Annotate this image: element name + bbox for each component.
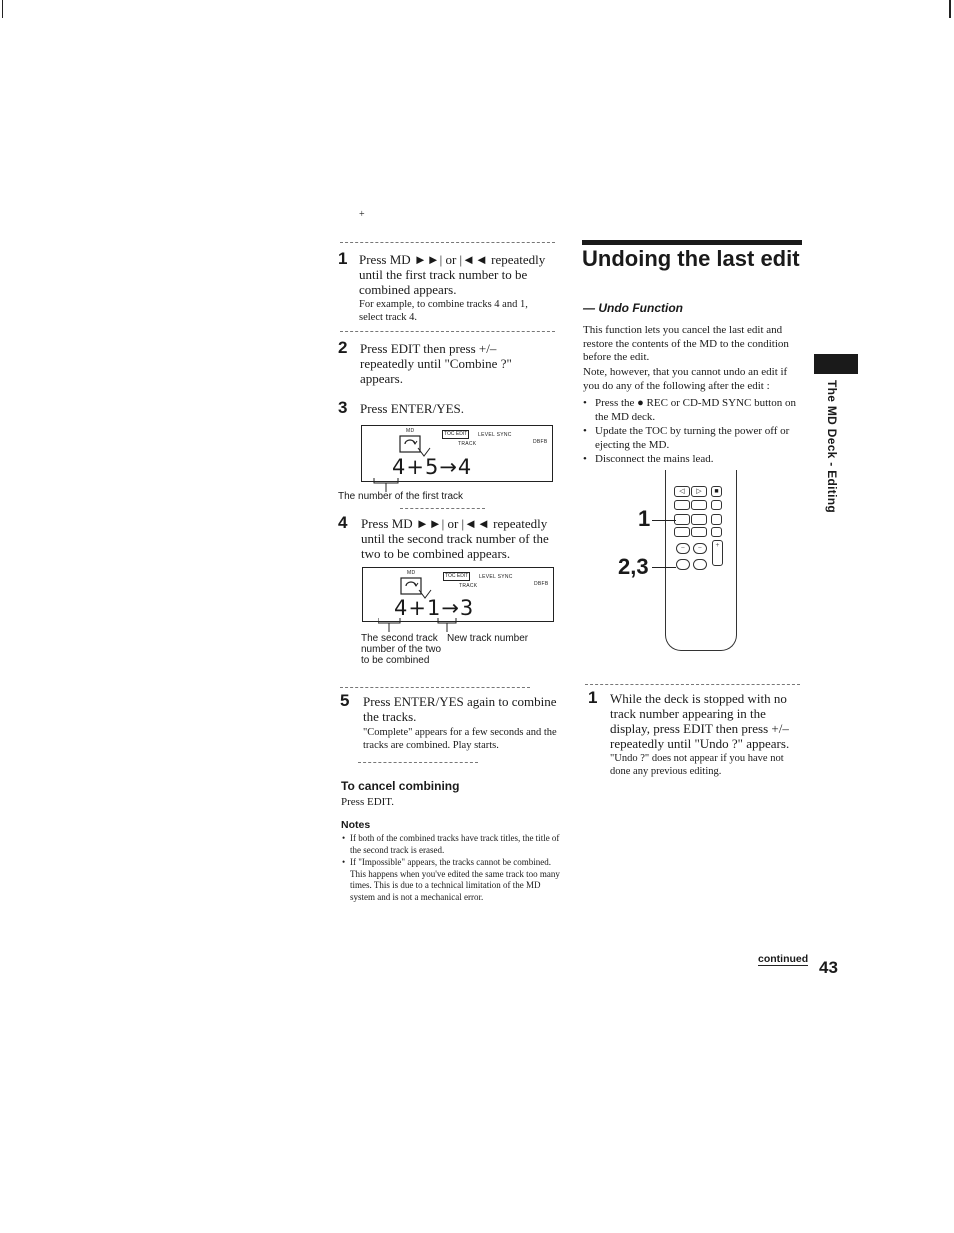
undo-step-1-number: 1: [588, 688, 598, 707]
undo-conditions-list: [583, 396, 801, 466]
remote-label-2-3: 2,3: [618, 554, 649, 579]
lcd-level-sync: LEVEL SYNC: [479, 574, 513, 580]
step-2-number: 2: [338, 338, 348, 357]
divider: [585, 684, 800, 685]
remote-label-1: 1: [638, 506, 651, 531]
undo-step-1-note: "Undo ?" does not appear if you have not done any previous editing.: [610, 753, 784, 777]
step-1-text: Press MD ►►| or |◄◄ repeatedly until the first track number to be combined appears.: [359, 252, 546, 297]
lcd-display-second-track: [362, 567, 554, 622]
remote-button: [674, 500, 690, 510]
lcd-toc-edit: TOC EDIT: [445, 573, 469, 579]
note-item: • If "Impossible" appears, the tracks cannot be combined. This happens when you've edited the same track too many times. This is due to a technical limitation of the MD system and is not a mechanical error.: [342, 857, 564, 903]
remote-button: ■: [711, 486, 722, 497]
remote-button: [693, 559, 707, 570]
lcd-level-sync: LEVEL SYNC: [478, 432, 512, 438]
divider: [340, 331, 555, 332]
stray-mark: +: [359, 209, 365, 220]
plus-button: +: [712, 540, 723, 566]
note-intro-text: Note, however, that you cannot undo an edit if you do any of the following after the edit :: [583, 366, 788, 392]
remote-button: ▷: [691, 486, 707, 497]
remote-control: [665, 470, 737, 651]
divider: [358, 762, 478, 763]
note-item: • If both of the combined tracks have track titles, the title of the second track is erased.: [342, 833, 564, 856]
step-3-text: Press ENTER/YES.: [360, 401, 464, 416]
remote-button: [711, 527, 722, 537]
step-4-number: 4: [338, 513, 348, 532]
edge-mark: [949, 0, 951, 18]
step-1-number: 1: [338, 249, 348, 268]
callout-line: [652, 567, 676, 568]
lcd-display-first-track: [361, 425, 553, 482]
step-5-note: "Complete" appears for a few seconds and the tracks are combined. Play starts.: [363, 727, 557, 751]
remote-button: −: [693, 543, 707, 554]
lcd-digits: 4+5→4: [392, 455, 473, 479]
lcd-toc-edit: TOC EDIT: [444, 431, 468, 437]
lcd-md-label: MD: [406, 428, 415, 434]
remote-button: [674, 527, 690, 537]
lcd-dbfb: DBFB: [533, 439, 548, 445]
section-title: Undoing the last edit: [582, 246, 800, 271]
step-4-text: Press MD ►►| or |◄◄ repeatedly until the second track number of the two to be combined appears.: [361, 516, 549, 561]
bullet-item: • Press the ● REC or CD-MD SYNC button on the MD deck.: [583, 396, 801, 424]
lcd-dbfb: DBFB: [534, 581, 549, 587]
bullet-item: • Disconnect the mains lead.: [583, 452, 801, 466]
lcd-md-label: MD: [407, 570, 416, 576]
step-2-text: Press EDIT then press +/– repeatedly until "Combine ?" appears.: [360, 341, 512, 386]
edge-mark: [2, 0, 3, 18]
lcd-digits: 4+1→3: [394, 596, 475, 620]
callout-bracket: [378, 618, 468, 632]
notes-heading: Notes: [341, 819, 371, 831]
cancel-heading: To cancel combining: [341, 779, 460, 793]
notes-list: [342, 833, 564, 904]
pointer-arrow-icon: [416, 446, 432, 458]
remote-button: [711, 500, 722, 510]
lcd-track-label: TRACK: [459, 583, 478, 589]
step-3-number: 3: [338, 398, 348, 417]
page-number: 43: [819, 958, 838, 977]
divider: [340, 687, 530, 688]
remote-button: [691, 527, 707, 537]
section-subtitle: — Undo Function: [583, 301, 683, 315]
divider: [400, 508, 485, 509]
remote-button: ◁: [674, 486, 690, 497]
step-1-note: For example, to combine tracks 4 and 1, select track 4.: [359, 299, 528, 323]
side-tab-block: [814, 354, 858, 374]
display-2-caption-right: New track number: [447, 633, 529, 644]
bullet-item: • Update the TOC by turning the power off or ejecting the MD.: [583, 424, 801, 452]
remote-button: [691, 514, 707, 525]
remote-button: [691, 500, 707, 510]
lcd-track-label: TRACK: [458, 441, 477, 447]
remote-button: −: [676, 543, 690, 554]
enter-yes-button: [676, 559, 690, 570]
divider: [340, 242, 555, 243]
continued-label: continued: [758, 953, 809, 965]
display-1-caption: The number of the first track: [338, 491, 464, 502]
side-tab-label: The MD Deck - Editing: [825, 380, 839, 513]
display-2-caption-left: The second track number of the two to be combined: [361, 633, 442, 666]
undo-step-1-text: While the deck is stopped with no track number appearing in the display, press EDIT then press +/– repeatedly until "Undo ?" appears.: [610, 691, 790, 751]
step-5-text: Press ENTER/YES again to combine the tracks.: [363, 694, 557, 724]
remote-button: [711, 514, 722, 525]
step-5-number: 5: [340, 691, 350, 710]
title-rule: [582, 240, 802, 245]
callout-bracket: [370, 478, 410, 492]
cancel-text: Press EDIT.: [341, 796, 394, 808]
intro-text: This function lets you cancel the last edit and restore the contents of the MD to the condition before the edit.: [583, 324, 789, 363]
callout-line: [652, 520, 676, 521]
pointer-arrow-icon: [417, 588, 433, 600]
edit-button: [674, 514, 690, 525]
